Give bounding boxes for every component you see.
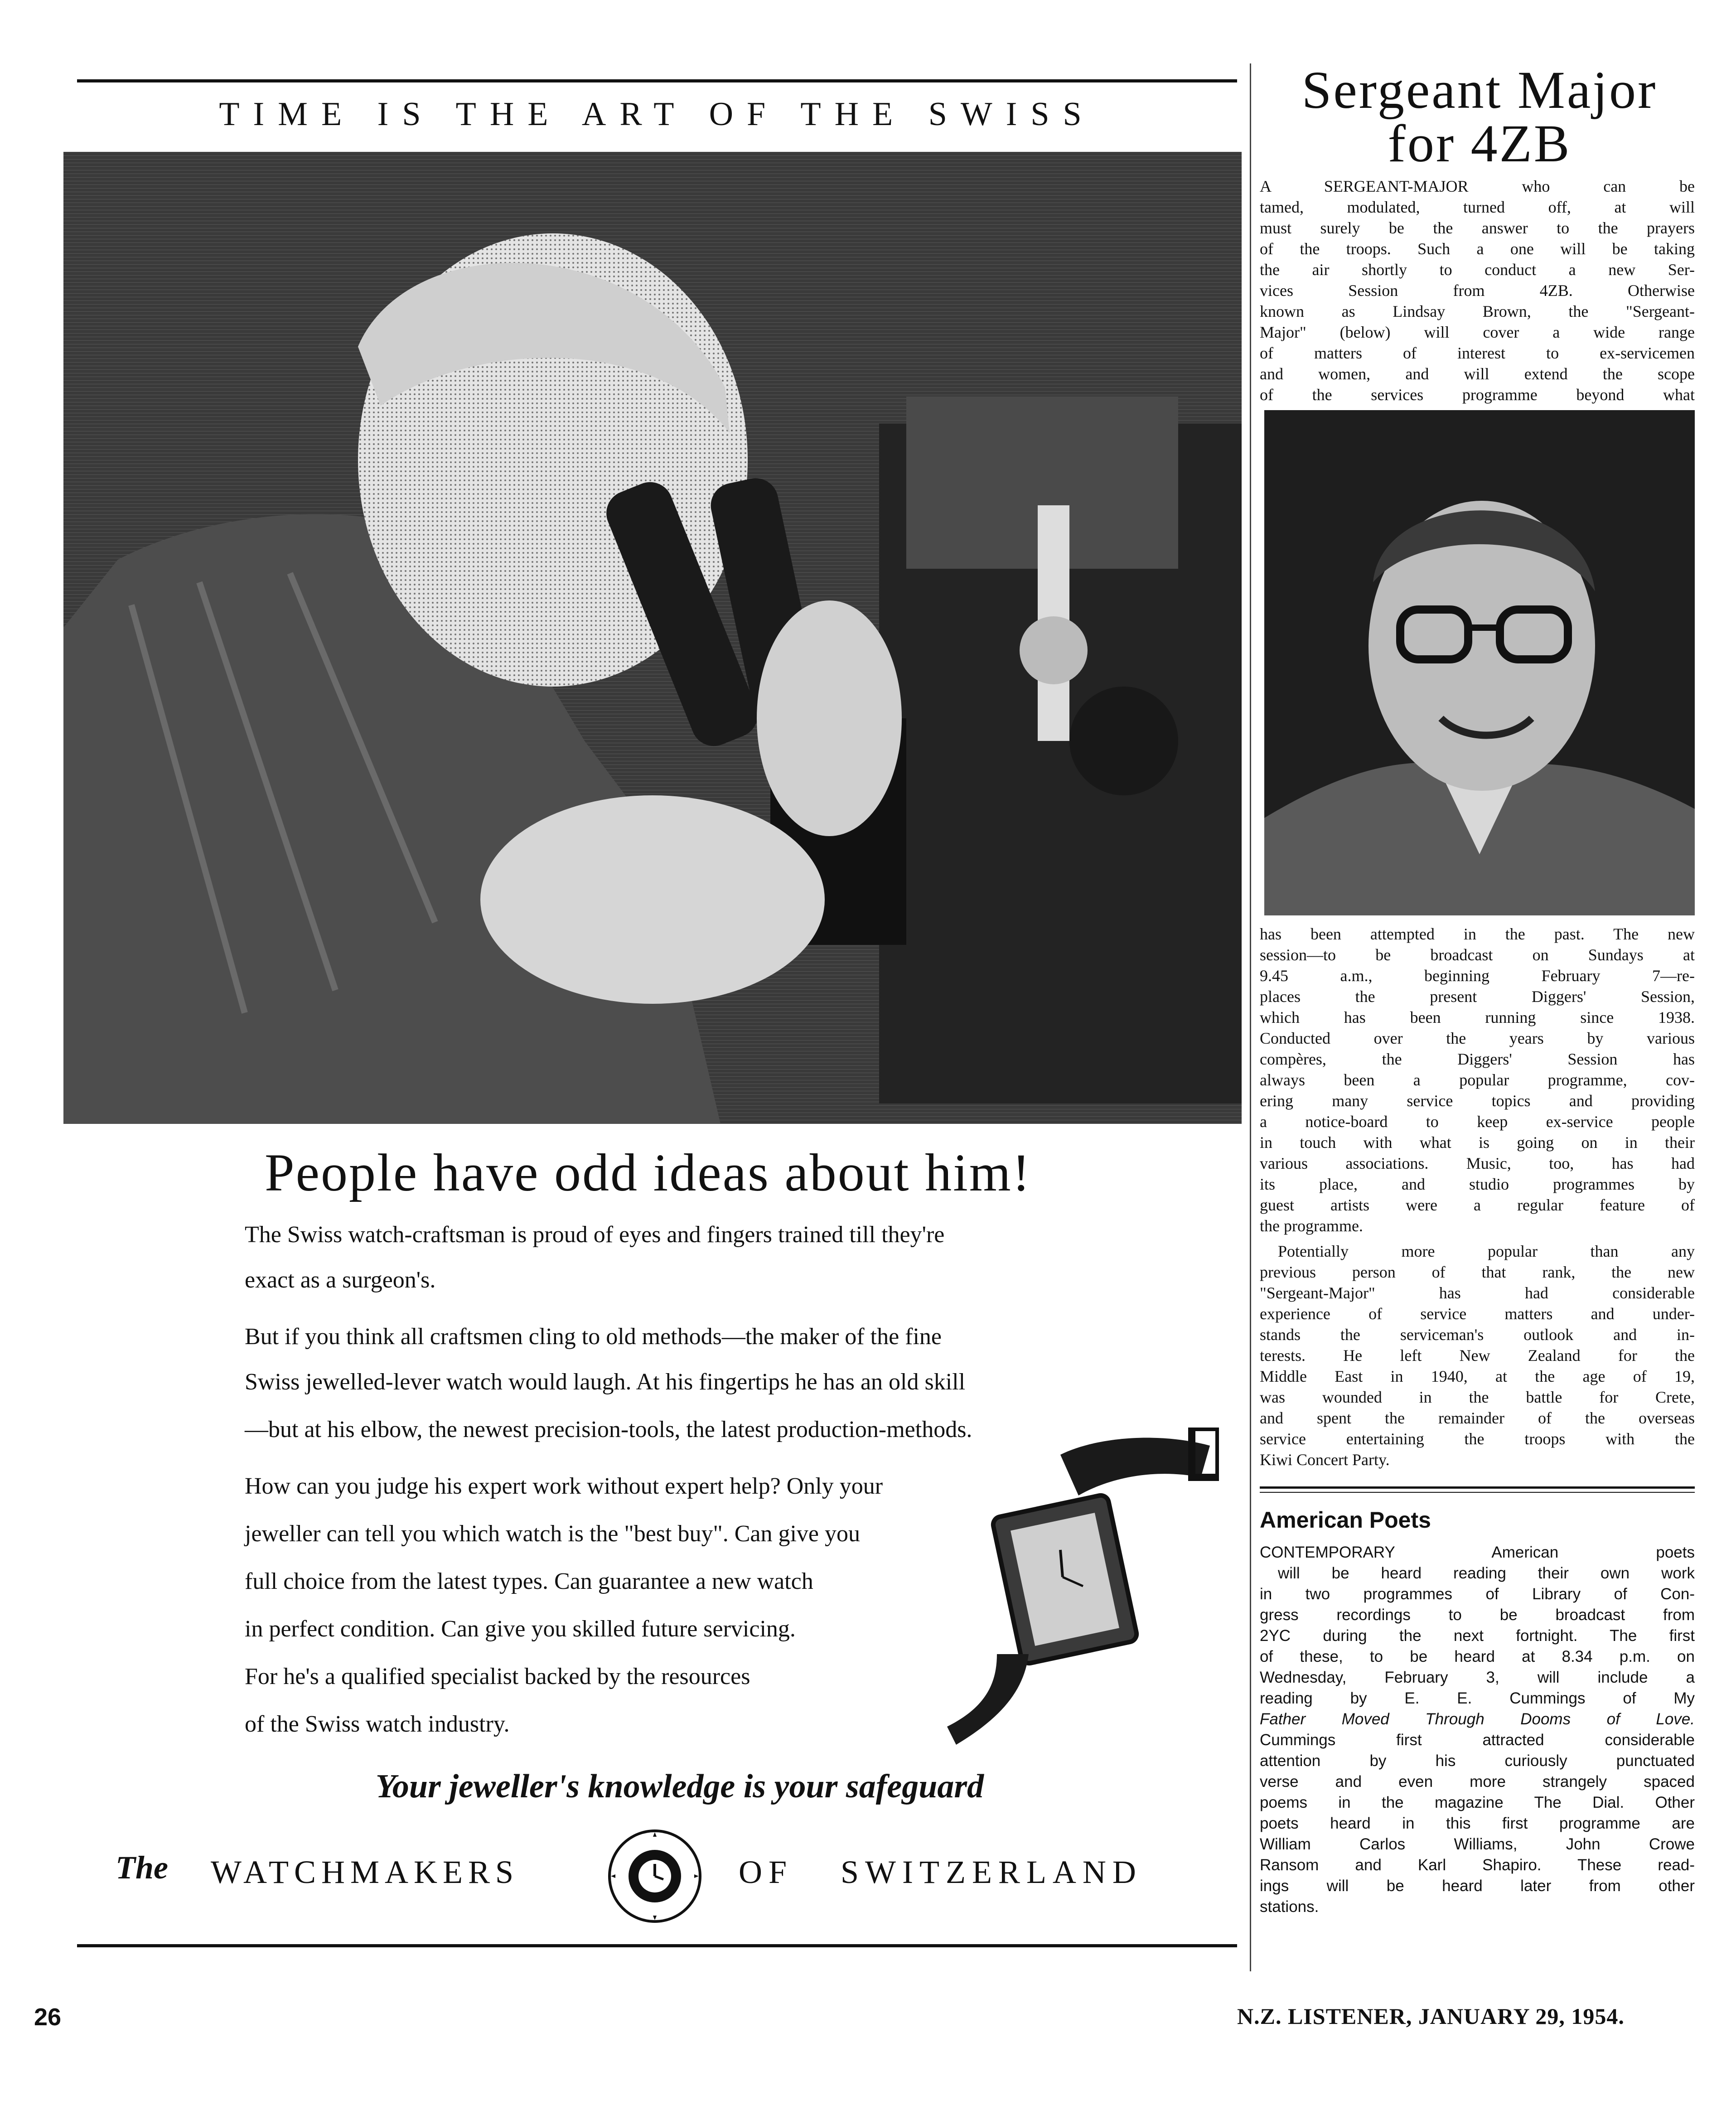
article-line: of matters of interest to ex-servicemen [1260,344,1695,362]
article-line: session—to be broadcast on Sundays at [1260,946,1695,964]
article-line: tamed, modulated, turned off, at will [1260,198,1695,216]
poets-line: ings will be heard later from other [1260,1877,1695,1895]
article-line: ering many service topics and providing [1260,1092,1695,1110]
ad-body-line: For he's a qualified specialist backed by the resources [245,1664,750,1689]
ad-photo-craftsman-microscope [63,152,1242,1124]
article-line: compères, the Diggers' Session has [1260,1050,1695,1068]
ad-body-line: The Swiss watch-craftsman is proud of eyes and fingers trained till they're [245,1222,945,1248]
signature-switzerland: SWITZERLAND [841,1854,1142,1890]
article-line: a notice-board to keep ex-service people [1260,1113,1695,1131]
poets-line: poets heard in this first programme are [1260,1815,1695,1832]
poets-line: Wednesday, February 3, will include a [1260,1669,1695,1686]
article-line: various associations. Music, too, has had [1260,1154,1695,1172]
ad-body-line: Swiss jewelled-lever watch would laugh. At his fingertips he has an old skill [245,1369,966,1395]
article-line: service entertaining the troops with the [1260,1430,1695,1448]
poets-line: Cummings first attracted considerable [1260,1731,1695,1749]
article-line: previous person of that rank, the new [1260,1263,1695,1281]
poets-line: stations. [1260,1898,1319,1916]
poets-line: CONTEMPORARY American poets [1260,1544,1695,1561]
poets-line: in two programmes of Library of Con- [1260,1585,1695,1603]
article-line: was wounded in the battle for Crete, [1260,1388,1695,1406]
ad-body-line: —but at his elbow, the newest precision-tools, the latest production-methods. [245,1417,972,1442]
article-title [1253,60,1706,173]
article-line: and spent the remainder of the overseas [1260,1409,1695,1427]
ad-body-line: But if you think all craftsmen cling to old methods—the maker of the fine [245,1324,942,1350]
ad-top-rule [77,79,1237,82]
portrait-illustration [1264,410,1695,915]
article-line: vices Session from 4ZB. Otherwise [1260,281,1695,300]
article-line: Major" (below) will cover a wide range [1260,323,1695,341]
swiss-federation-seal [607,1829,702,1924]
wristwatch-illustration [947,1428,1219,1754]
ad-bottom-rule [77,1944,1237,1947]
article-line: Middle East in 1940, at the age of 19, [1260,1367,1695,1385]
poets-heading: American Poets [1260,1507,1431,1533]
page-number: 26 [34,2004,62,2031]
article-line: A SERGEANT-MAJOR who can be [1260,177,1695,195]
article-line: has been attempted in the past. The new [1260,925,1695,943]
article-line: which has been running since 1938. [1260,1008,1695,1026]
section-divider [1260,1486,1695,1489]
section-divider [1260,1492,1695,1493]
article-line: of the services programme beyond what [1260,386,1695,404]
poets-line: gress recordings to be broadcast from [1260,1606,1695,1624]
ad-body-line: full choice from the latest types. Can guarantee a new watch [245,1568,813,1594]
signature-watchmakers: WATCHMAKERS [211,1854,519,1890]
article-line: known as Lindsay Brown, the "Sergeant- [1260,302,1695,320]
poets-line: Ransom and Karl Shapiro. These read- [1260,1856,1695,1874]
article-line: stands the serviceman's outlook and in- [1260,1326,1695,1344]
article-title-line: Sergeant Major [1301,60,1658,120]
ad-body-line: jeweller can tell you which watch is the "best buy". Can give you [245,1521,860,1547]
article-line: terests. He left New Zealand for the [1260,1346,1695,1365]
article-line: and women, and will extend the scope [1260,365,1695,383]
article-line: Potentially more popular than any [1278,1242,1695,1260]
article-line: must surely be the answer to the prayers [1260,219,1695,237]
ad-headline: People have odd ideas about him! [265,1143,1031,1202]
poets-line: will be heard reading their own work [1278,1564,1695,1582]
signature-the: The [116,1849,168,1886]
column-divider [1250,63,1251,1971]
poets-line: Father Moved Through Dooms of Love. [1260,1710,1695,1728]
poets-line: verse and even more strangely spaced [1260,1773,1695,1791]
signature-of: OF [739,1854,793,1890]
portrait-photo-lindsay-brown [1264,410,1695,915]
craftsman-illustration [63,152,1242,1124]
article-line: always been a popular programme, cov- [1260,1071,1695,1089]
ad-body-line: How can you judge his expert work without expert help? Only your [245,1473,883,1499]
article-line: of the troops. Such a one will be taking [1260,240,1695,258]
article-line: "Sergeant-Major" has had considerable [1260,1284,1695,1302]
article-line: the programme. [1260,1217,1363,1235]
article-line: in touch with what is going on in their [1260,1133,1695,1152]
poets-line: attention by his curiously punctuated [1260,1752,1695,1770]
article-line: guest artists were a regular feature of [1260,1196,1695,1214]
article-line: Kiwi Concert Party. [1260,1451,1390,1469]
ad-body-line: exact as a surgeon's. [245,1267,436,1293]
article-line: the air shortly to conduct a new Ser- [1260,261,1695,279]
poets-line: 2YC during the next fortnight. The first [1260,1627,1695,1645]
ad-body-line: in perfect condition. Can give you skilled future servicing. [245,1616,796,1642]
article-line: Conducted over the years by various [1260,1029,1695,1047]
article-line: its place, and studio programmes by [1260,1175,1695,1193]
article-line: places the present Diggers' Session, [1260,987,1695,1006]
ad-tagline: TIME IS THE ART OF THE SWISS [219,96,1095,133]
article-title-line: for 4ZB [1388,114,1572,173]
footer-credit: N.Z. LISTENER, JANUARY 29, 1954. [1237,2004,1625,2029]
poets-line: of these, to be heard at 8.34 p.m. on [1260,1648,1695,1665]
ad-body-line: of the Swiss watch industry. [245,1711,510,1737]
article-line: experience of service matters and under- [1260,1305,1695,1323]
poets-line: poems in the magazine The Dial. Other [1260,1794,1695,1811]
ad-slogan: Your jeweller's knowledge is your safeguard [375,1768,984,1805]
poets-line: William Carlos Williams, John Crowe [1260,1835,1695,1853]
poets-line: reading by E. E. Cummings of My [1260,1689,1695,1707]
article-line: 9.45 a.m., beginning February 7—re- [1260,967,1695,985]
